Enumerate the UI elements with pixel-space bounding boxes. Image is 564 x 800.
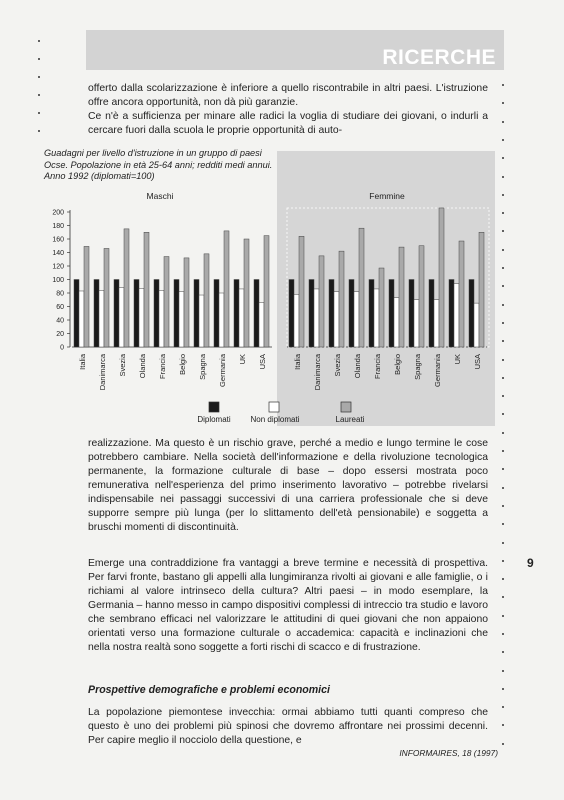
bar <box>479 232 484 347</box>
x-tick-label: Francia <box>373 354 382 380</box>
x-tick-label: Italia <box>293 354 302 370</box>
bar <box>439 208 444 347</box>
x-tick-label: Belgio <box>178 354 187 375</box>
bar <box>294 294 299 347</box>
y-tick-label: 40 <box>56 317 64 325</box>
legend-swatch <box>341 402 351 412</box>
margin-dot <box>502 542 504 544</box>
y-tick-label: 120 <box>52 263 64 271</box>
bar <box>184 258 189 347</box>
margin-dot <box>502 139 504 141</box>
group-label: Maschi <box>146 191 174 201</box>
margin-dot <box>502 84 504 86</box>
margin-dot <box>502 340 504 342</box>
margin-dot <box>502 523 504 525</box>
margin-dot <box>502 267 504 269</box>
margin-dot <box>502 670 504 672</box>
margin-dot <box>502 121 504 123</box>
bar <box>199 295 204 347</box>
y-tick-label: 0 <box>60 344 64 352</box>
bar <box>74 280 79 348</box>
bar <box>224 231 229 347</box>
margin-dot <box>38 112 40 114</box>
x-tick-label: USA <box>258 354 267 370</box>
x-tick-label: Francia <box>158 354 167 380</box>
bar <box>159 290 164 347</box>
margin-dot <box>38 40 40 42</box>
bar <box>299 236 304 347</box>
margin-dot <box>502 450 504 452</box>
margin-dot <box>502 230 504 232</box>
margin-dot <box>38 58 40 60</box>
bar <box>469 280 474 348</box>
page-number: 9 <box>527 556 534 570</box>
bar <box>144 232 149 347</box>
bar <box>449 280 454 348</box>
bar <box>434 300 439 347</box>
margin-dot <box>38 130 40 132</box>
legend-label: Diplomati <box>197 415 231 424</box>
bar <box>459 241 464 347</box>
bar <box>309 280 314 348</box>
bar <box>194 280 199 348</box>
x-tick-label: Spagna <box>198 354 207 380</box>
bar <box>354 292 359 347</box>
caption-line-2: Ocse. Popolazione in età 25-64 anni; redditi medi annui. <box>44 159 273 170</box>
margin-dot <box>502 212 504 214</box>
margin-dot <box>502 615 504 617</box>
bar <box>414 300 419 347</box>
subheading: Prospettive demografiche e problemi economici <box>88 684 330 696</box>
margin-dot <box>502 596 504 598</box>
y-tick-label: 80 <box>56 290 64 298</box>
x-tick-label: UK <box>238 354 247 365</box>
bar <box>314 289 319 347</box>
x-tick-label: Svezia <box>118 354 127 377</box>
x-tick-label: UK <box>453 354 462 365</box>
x-tick-label: Danimarca <box>98 354 107 391</box>
bar <box>409 280 414 348</box>
bar <box>164 257 169 347</box>
x-tick-label: Danimarca <box>313 354 322 391</box>
bar <box>319 256 324 347</box>
bar <box>104 248 109 347</box>
margin-dot <box>502 560 504 562</box>
margin-dot <box>502 432 504 434</box>
bar <box>79 291 84 347</box>
margin-dot <box>502 688 504 690</box>
bar <box>219 293 224 347</box>
bar <box>339 251 344 347</box>
margin-dot <box>502 743 504 745</box>
bar <box>419 246 424 347</box>
margin-dot <box>502 395 504 397</box>
bar <box>429 280 434 348</box>
paragraph-4: Emerge una contraddizione fra vantaggi a breve termine e necessità di prospettiva. Per farvi fronte, bastano gli appelli alla lungimiranza rivolti ai giovani e alle famiglie, o i richiami al valore intrinseco della cultura? Altri paesi – in modo esemplare, la Germania – hanno messo in campo dispositivi complessi di intreccio tra studio e lavoro che sembrano efficaci nel valorizzare le attitudini di quei giovani che non appaiono orientati verso una formazione culturale o accademica: capacità e inclinazioni che nella nostra realtà sono soggette a forti rischi di scacco e di frustrazione. <box>88 558 488 653</box>
margin-dot <box>502 468 504 470</box>
bar <box>369 280 374 348</box>
bar <box>234 280 239 348</box>
bar <box>99 290 104 347</box>
x-tick-label: USA <box>473 354 482 370</box>
bar <box>84 246 89 347</box>
margin-dot <box>502 176 504 178</box>
caption-line-3: Anno 1992 (diplomati=100) <box>44 171 155 181</box>
x-tick-label: Belgio <box>393 354 402 375</box>
bar <box>134 280 139 348</box>
margin-dot <box>502 249 504 251</box>
margin-dot <box>502 322 504 324</box>
margin-dot <box>502 487 504 489</box>
bar <box>264 236 269 347</box>
margin-dot <box>502 194 504 196</box>
bar <box>124 229 129 347</box>
bar <box>174 280 179 348</box>
paragraph-1: offerto dalla scolarizzazione è inferiore a quello riscontrabile in altri paesi. L'istruzione offre ancora opportunità, non dà più garanzie. <box>88 83 488 108</box>
y-tick-label: 200 <box>52 209 64 217</box>
margin-dot <box>502 285 504 287</box>
y-tick-label: 60 <box>56 304 64 311</box>
bar <box>374 289 379 347</box>
paragraph-3: realizzazione. Ma questo è un rischio grave, perché a medio e lungo termine le cose potrebbero cambiare. Nella società dell'informazione e della rivoluzione tecnologica permanente, la formazione culturale di base – dopo essersi mostrata poco remunerativa nell'esperienza del primo inserimento lavorativo – potrebbe rivelarsi indispensabile nei passaggi successivi di una carriera professionale che si deve supporre sempre più lunga (per lo slittamento dell'età pensionabile) e soggetta a bruschi momenti di discontinuità. <box>88 438 488 533</box>
bar <box>204 254 209 347</box>
margin-dot <box>502 578 504 580</box>
bar <box>289 280 294 348</box>
bar <box>359 228 364 347</box>
group-label: Femmine <box>369 191 405 201</box>
bar <box>244 239 249 347</box>
section-title: RICERCHE <box>382 46 496 69</box>
margin-dot <box>502 633 504 635</box>
x-tick-label: Svezia <box>333 354 342 377</box>
bar <box>214 280 219 348</box>
bar <box>139 288 144 347</box>
x-tick-label: Olanda <box>353 354 362 379</box>
x-tick-label: Germania <box>218 354 227 387</box>
legend-swatch <box>269 402 279 412</box>
margin-dot <box>502 505 504 507</box>
x-tick-label: Olanda <box>138 354 147 379</box>
caption-line-1: Guadagni per livello d'istruzione in un gruppo di paesi <box>44 148 262 158</box>
bar <box>239 289 244 347</box>
legend-swatch <box>209 402 219 412</box>
y-tick-label: 20 <box>56 331 64 338</box>
margin-dot <box>502 359 504 361</box>
bar <box>329 280 334 348</box>
bar <box>114 280 119 348</box>
bar <box>119 288 124 347</box>
bar <box>379 268 384 347</box>
bar <box>349 280 354 348</box>
bar <box>254 280 259 348</box>
margin-dot <box>502 102 504 104</box>
margin-dot <box>502 724 504 726</box>
margin-dot <box>502 651 504 653</box>
x-tick-label: Italia <box>78 354 87 370</box>
bar <box>454 284 459 347</box>
y-tick-label: 180 <box>52 223 64 230</box>
bar <box>259 302 264 347</box>
y-tick-label: 100 <box>52 277 64 284</box>
y-tick-label: 140 <box>52 250 64 257</box>
y-tick-label: 160 <box>52 236 64 244</box>
legend-label: Non diplomati <box>250 415 300 424</box>
x-tick-label: Spagna <box>413 354 422 380</box>
paragraph-5: La popolazione piemontese invecchia: ormai abbiamo tutti quanti compreso che questo è uno dei problemi più spinosi che dovremo affrontare nei prossimi decenni. Per capire meglio il nocciolo della questione, e <box>88 707 488 746</box>
bar <box>474 303 479 347</box>
bar <box>394 298 399 347</box>
margin-dot <box>38 76 40 78</box>
x-tick-label: Germania <box>433 354 442 387</box>
bar <box>179 292 184 347</box>
bar <box>154 280 159 348</box>
paragraph-2: Ce n'è a sufficienza per minare alle radici la voglia di studiare dei giovani, o indurli a cercare fuori dalla scuola le proprie opportunità di auto- <box>88 111 488 136</box>
bar <box>334 292 339 347</box>
margin-dot <box>502 157 504 159</box>
bar <box>389 280 394 348</box>
margin-dot <box>502 377 504 379</box>
footer-citation: INFORMAIRES, 18 (1997) <box>399 748 498 758</box>
margin-dot <box>502 413 504 415</box>
legend-label: Laureati <box>335 415 365 424</box>
margin-dot <box>38 94 40 96</box>
bar <box>399 247 404 347</box>
margin-dot <box>502 706 504 708</box>
margin-dot <box>502 304 504 306</box>
bar <box>94 280 99 348</box>
